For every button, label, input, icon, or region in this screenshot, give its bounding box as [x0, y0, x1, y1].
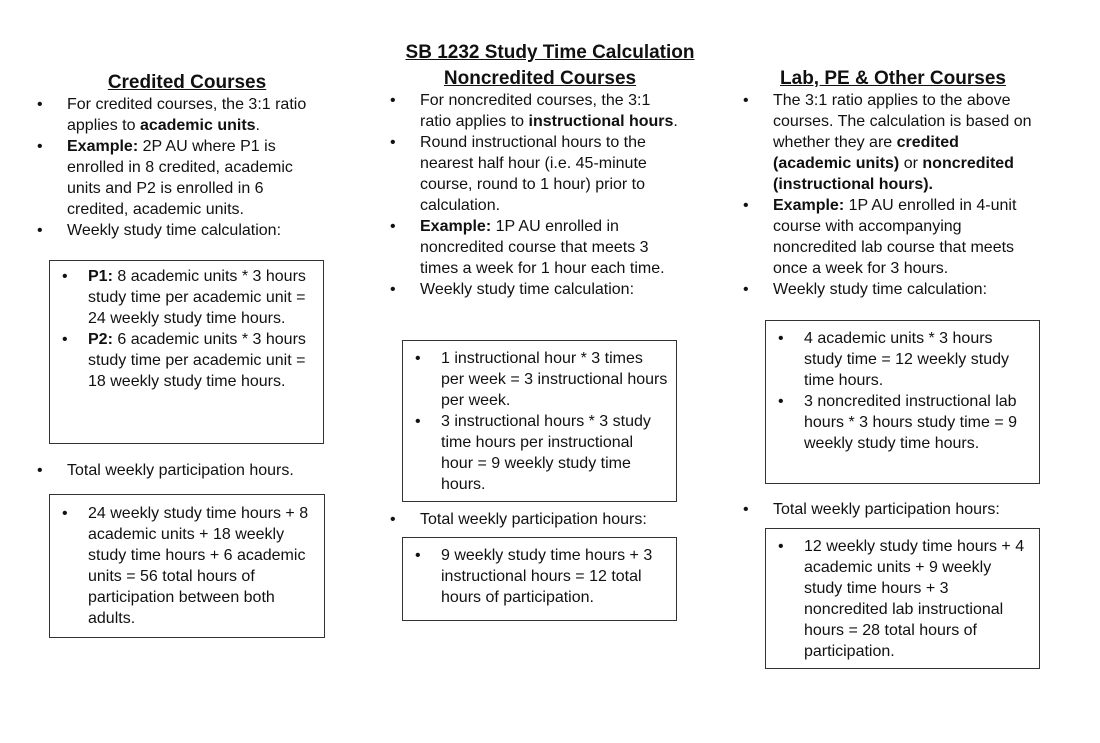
lab-bullet-weekly: • Weekly study time calculation: — [743, 279, 1038, 300]
noncredited-total-box — [402, 537, 677, 621]
credited-bullet-ratio: • For credited courses, the 3:1 ratio applies to academic units. — [37, 94, 327, 136]
credited-bullet-weekly: • Weekly study time calculation: — [37, 220, 327, 241]
credited-calc-box — [49, 260, 324, 444]
lab-calc-2: • 3 noncredited instructional lab hours * 3 hours study time = 9 weekly study time hours. — [766, 391, 1031, 454]
noncredited-column — [390, 68, 690, 606]
credited-bullet-example: • Example: 2P AU where P1 is enrolled in 8 credited, academic units and P2 is enrolled in 6 credited, academic units. — [37, 136, 327, 220]
noncredited-bullet-weekly: • Weekly study time calculation: — [390, 279, 680, 300]
lab-column — [743, 68, 1043, 660]
noncredited-bullet-example: • Example: 1P AU enrolled in noncredited course that meets 3 times a week for 1 hour each time. — [390, 216, 680, 279]
page-title: SB 1232 Study Time Calculation — [405, 42, 695, 63]
lab-bullet-total: • Total weekly participation hours: — [743, 499, 1063, 520]
lab-calc-box — [765, 320, 1040, 484]
noncredited-bullet-ratio: • For noncredited courses, the 3:1 ratio applies to instructional hours. — [390, 90, 680, 132]
credited-total-calc: • 24 weekly study time hours + 8 academic units + 18 weekly study time hours + 6 academic units = 56 total hours of participation between both adults. — [50, 503, 316, 629]
noncredited-total-calc: • 9 weekly study time hours + 3 instructional hours = 12 total hours of participation. — [403, 545, 668, 608]
credited-p2-calc: • P2: 6 academic units * 3 hours study time per academic unit = 18 weekly study time hours. — [50, 329, 315, 392]
credited-p1-calc: • P1: 8 academic units * 3 hours study time per academic unit = 24 weekly study time hours. — [50, 266, 315, 329]
lab-bullet-ratio: • The 3:1 ratio applies to the above courses. The calculation is based on whether they are credited (academic units) or noncredited (instructional hours). — [743, 90, 1038, 195]
credited-heading: Credited Courses — [107, 72, 267, 93]
noncredited-bullet-round: • Round instructional hours to the nearest half hour (i.e. 45-minute course, round to 1 hour) prior to calculation. — [390, 132, 680, 216]
lab-total-box — [765, 528, 1040, 669]
lab-calc-1: • 4 academic units * 3 hours study time = 12 weekly study time hours. — [766, 328, 1031, 391]
noncredited-calc-1: • 1 instructional hour * 3 times per week = 3 instructional hours per week. — [403, 348, 668, 411]
credited-column — [37, 72, 337, 627]
lab-bullet-example: • Example: 1P AU enrolled in 4-unit course with accompanying noncredited lab course that meets once a week for 3 hours. — [743, 195, 1038, 279]
lab-total-calc: • 12 weekly study time hours + 4 academic units + 9 weekly study time hours + 3 noncredited lab instructional hours = 28 total hours of participation. — [766, 536, 1031, 662]
noncredited-bullet-total: • Total weekly participation hours: — [390, 509, 710, 530]
noncredited-calc-2: • 3 instructional hours * 3 study time hours per instructional hour = 9 weekly study time hours. — [403, 411, 668, 495]
credited-bullet-total: • Total weekly participation hours. — [37, 460, 357, 481]
lab-heading: Lab, PE & Other Courses — [780, 68, 1006, 89]
credited-total-box — [49, 494, 325, 638]
noncredited-calc-box — [402, 340, 677, 502]
noncredited-heading: Noncredited Courses — [443, 68, 637, 89]
